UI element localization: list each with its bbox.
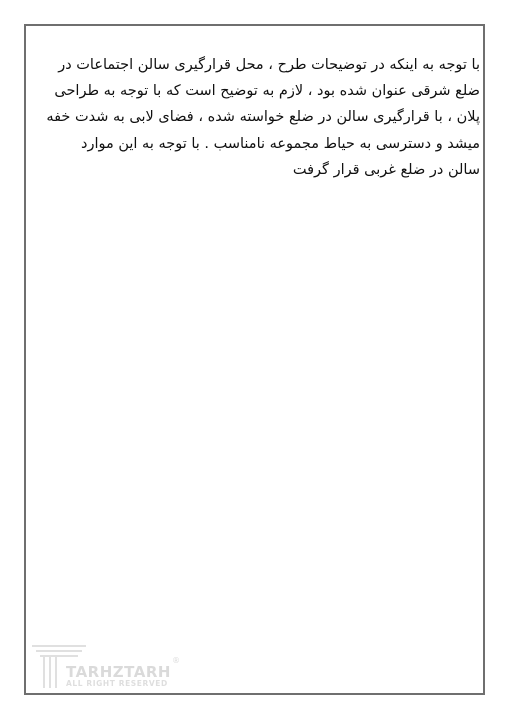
body-paragraph (38, 52, 480, 183)
paragraph-line-2: ضلع شرقی عنوان شده بود ، لازم به توضیح است که با توجه به طراحی (54, 83, 480, 100)
watermark (30, 640, 190, 692)
watermark-rights-text: ALL RIGHT RESERVED (66, 679, 168, 688)
paragraph-line-3: پلان ، با قرارگیری سالن در ضلع خواسته شده ، فضای لابی به شدت خفه (46, 109, 480, 126)
watermark-registered-mark: ® (172, 656, 180, 665)
paragraph-line-1: با توجه به اینکه در توضیحات طرح ، محل قرارگیری سالن اجتماعات در (58, 57, 480, 73)
paragraph-line-5: سالن در ضلع غربی قرار گرفت (292, 161, 480, 178)
watermark-brand: TARHZTARH (66, 663, 171, 681)
paragraph-line-4: میشد و دسترسی به حیاط مجموعه نامناسب . با توجه به این موارد (80, 135, 480, 152)
